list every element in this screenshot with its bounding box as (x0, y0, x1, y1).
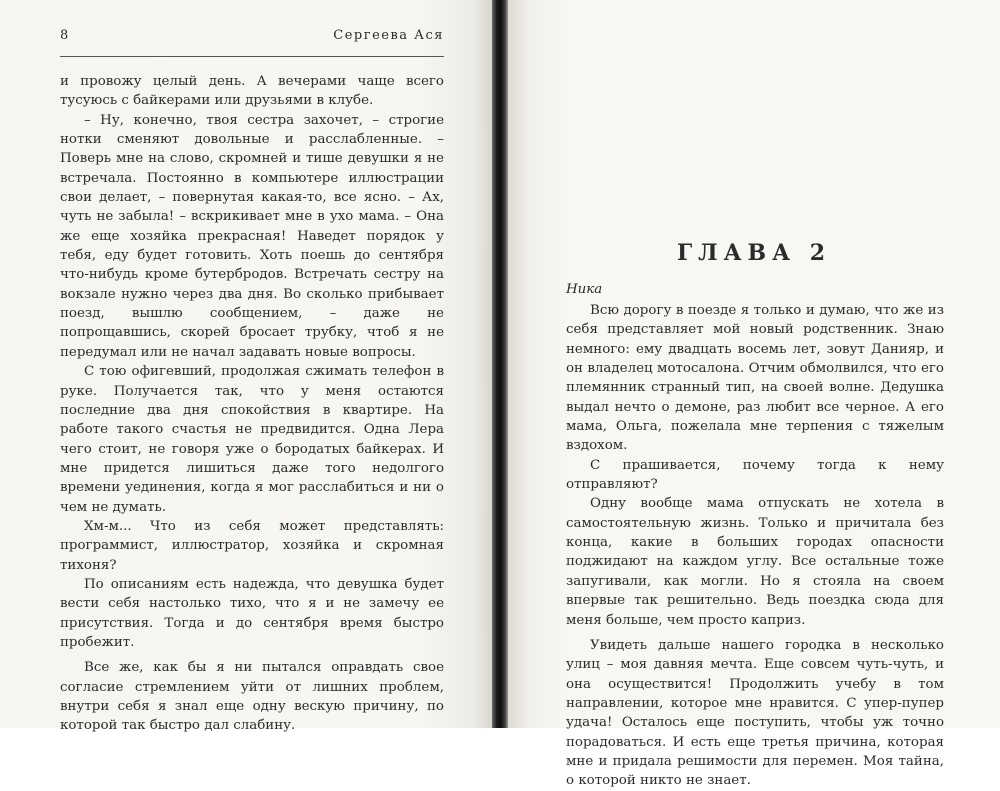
page-number: 8 (60, 28, 69, 43)
paragraph: и провожу целый день. А вечерами чаще всего тусуюсь с байкерами или друзьями в клубе. (60, 74, 444, 109)
header-rule (60, 56, 444, 57)
left-running-head (60, 28, 444, 48)
paragraph: Одну вообще мама отпускать не хотела в самостоятельную жизнь. Только и причитала без конца, какие в больших городах опасности поджидают на каждом углу. Все остальные тоже запугивали, как могли. Но я стояла на своем впервые так решительно. Ведь поездка сюда для меня больше, чем просто каприз. (566, 496, 944, 628)
paragraph: Хм-м... Что из себя может представлять: программист, иллюстратор, хозяйка и скромная тихоня? (60, 518, 444, 573)
paragraph: Все же, как бы я ни пытался оправдать свое согласие стремлением уйти от лишних проблем, внутри себя я знал еще одну вескую причину, по которой так быстро дал слабину. (60, 660, 444, 734)
paragraph: С прашивается, почему тогда к нему отправляют? (566, 457, 944, 493)
left-page-text (60, 72, 444, 736)
paragraph: С тою офигевший, продолжая сжимать телефон в руке. Получается так, что у меня остаются последние два дня спокойствия в квартире. На работе такого счастья не предвидится. Одна Лера чего стоит, не говоря уже о бородатых байкерах. И мне придется лишиться даже того недолгого времени уединения, когда я мог расслабиться и ни о чем не думать. (60, 364, 444, 515)
pov-label: Ника (566, 282, 603, 297)
paragraph: Всю дорогу в поезде я только и думаю, что же из себя представляет мой новый родственник. Знаю немного: ему двадцать восемь лет, зовут Данияр, и он владелец мотосалона. Отчим обмолвился, что его племянник странный тип, на своей волне. Дедушка выдал нечто о демоне, раз любит все черное. А его мама, Ольга, пожелала мне терпения с тяжелым вздохом. (566, 303, 944, 454)
running-head-author: Сергеева Ася (333, 28, 444, 43)
paragraph: По описаниям есть надежда, что девушка будет вести себя настолько тихо, что я и не замечу ее присутствия. Тогда и до сентября время быстро пробежит. (60, 576, 444, 650)
paragraph: – Ну, конечно, твоя сестра захочет, – строгие нотки сменяют довольные и расслабленные. – Поверь мне на слово, скромней и тише девушки я не встречала. Постоянно в компьютере иллюстрации свои делает, – повернутая какая-то, все ясно. – Ах, чуть не забыла! – вскрикивает мне в ухо мама. – Она же еще хозяйка прекрасная! Наведет порядок у тебя, еду будет готовить. Хоть поешь до сентября что-нибудь кроме бутербродов. Встречать сестру на вокзале нужно через два дня. Во сколько прибывает поезд, вышлю сообщением, – даже не попрощавшись, скорей бросает трубку, чтоб я не передумал или не начал задавать новые вопросы. (60, 112, 444, 360)
chapter-title: ГЛАВА 2 (676, 240, 832, 266)
paragraph: Увидеть дальше нашего городка в несколько улиц – моя давняя мечта. Еще совсем чуть-чуть, и она осуществится! Продолжить учебу в том направлении, которое мне нравится. С упер-пупер удача! Осталось еще поступить, чтобы уж точно порадоваться. И есть еще третья причина, которая мне и придала решимости для перемен. Моя тайна, о которой никто не знает. (566, 637, 944, 789)
book-gutter (492, 0, 508, 728)
right-page-text (566, 301, 944, 791)
